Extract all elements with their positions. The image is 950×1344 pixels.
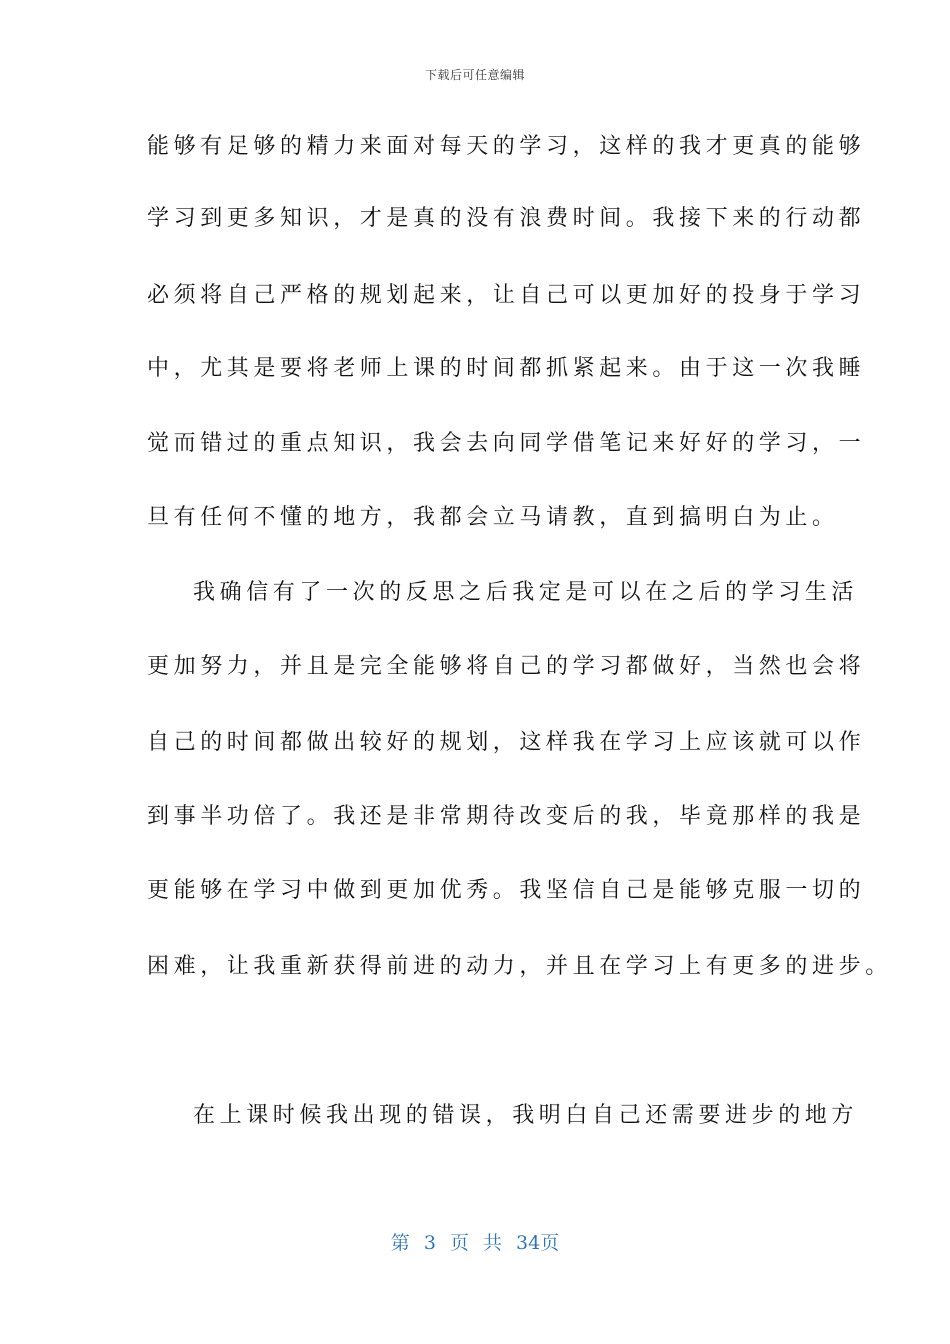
text-line-paragraph-start: 我确信有了一次的反思之后我定是可以在之后的学习生活: [193, 580, 859, 605]
text-line-paragraph-start: 在上课时候我出现的错误，我明白自己还需要进步的地方: [193, 1103, 859, 1128]
text-line: 学习到更多知识，才是真的没有浪费时间。我接下来的行动都: [147, 206, 866, 231]
text-line: 能够有足够的精力来面对每天的学习，这样的我才更真的能够: [147, 134, 866, 159]
text-line: 自己的时间都做出较好的规划，这样我在学习上应该就可以作: [147, 730, 866, 755]
text-line: 困难，让我重新获得前进的动力，并且在学习上有更多的进步。: [147, 954, 892, 979]
page-number-footer: 第 3 页 共 34页: [390, 1232, 560, 1254]
text-line: 旦有任何不懂的地方，我都会立马请教，直到搞明白为止。: [147, 505, 839, 530]
text-line: 到事半功倍了。我还是非常期待改变后的我，毕竟那样的我是: [147, 804, 866, 829]
text-line: 必须将自己严格的规划起来，让自己可以更加好的投身于学习: [147, 283, 866, 308]
text-line: 觉而错过的重点知识，我会去向同学借笔记来好好的学习，一: [147, 431, 866, 456]
page-header: 下载后可任意编辑: [424, 68, 525, 82]
text-line: 更加努力，并且是完全能够将自己的学习都做好，当然也会将: [147, 654, 866, 679]
text-line: 更能够在学习中做到更加优秀。我坚信自己是能够克服一切的: [147, 878, 866, 903]
text-line: 中，尤其是要将老师上课的时间都抓紧起来。由于这一次我睡: [147, 356, 866, 381]
